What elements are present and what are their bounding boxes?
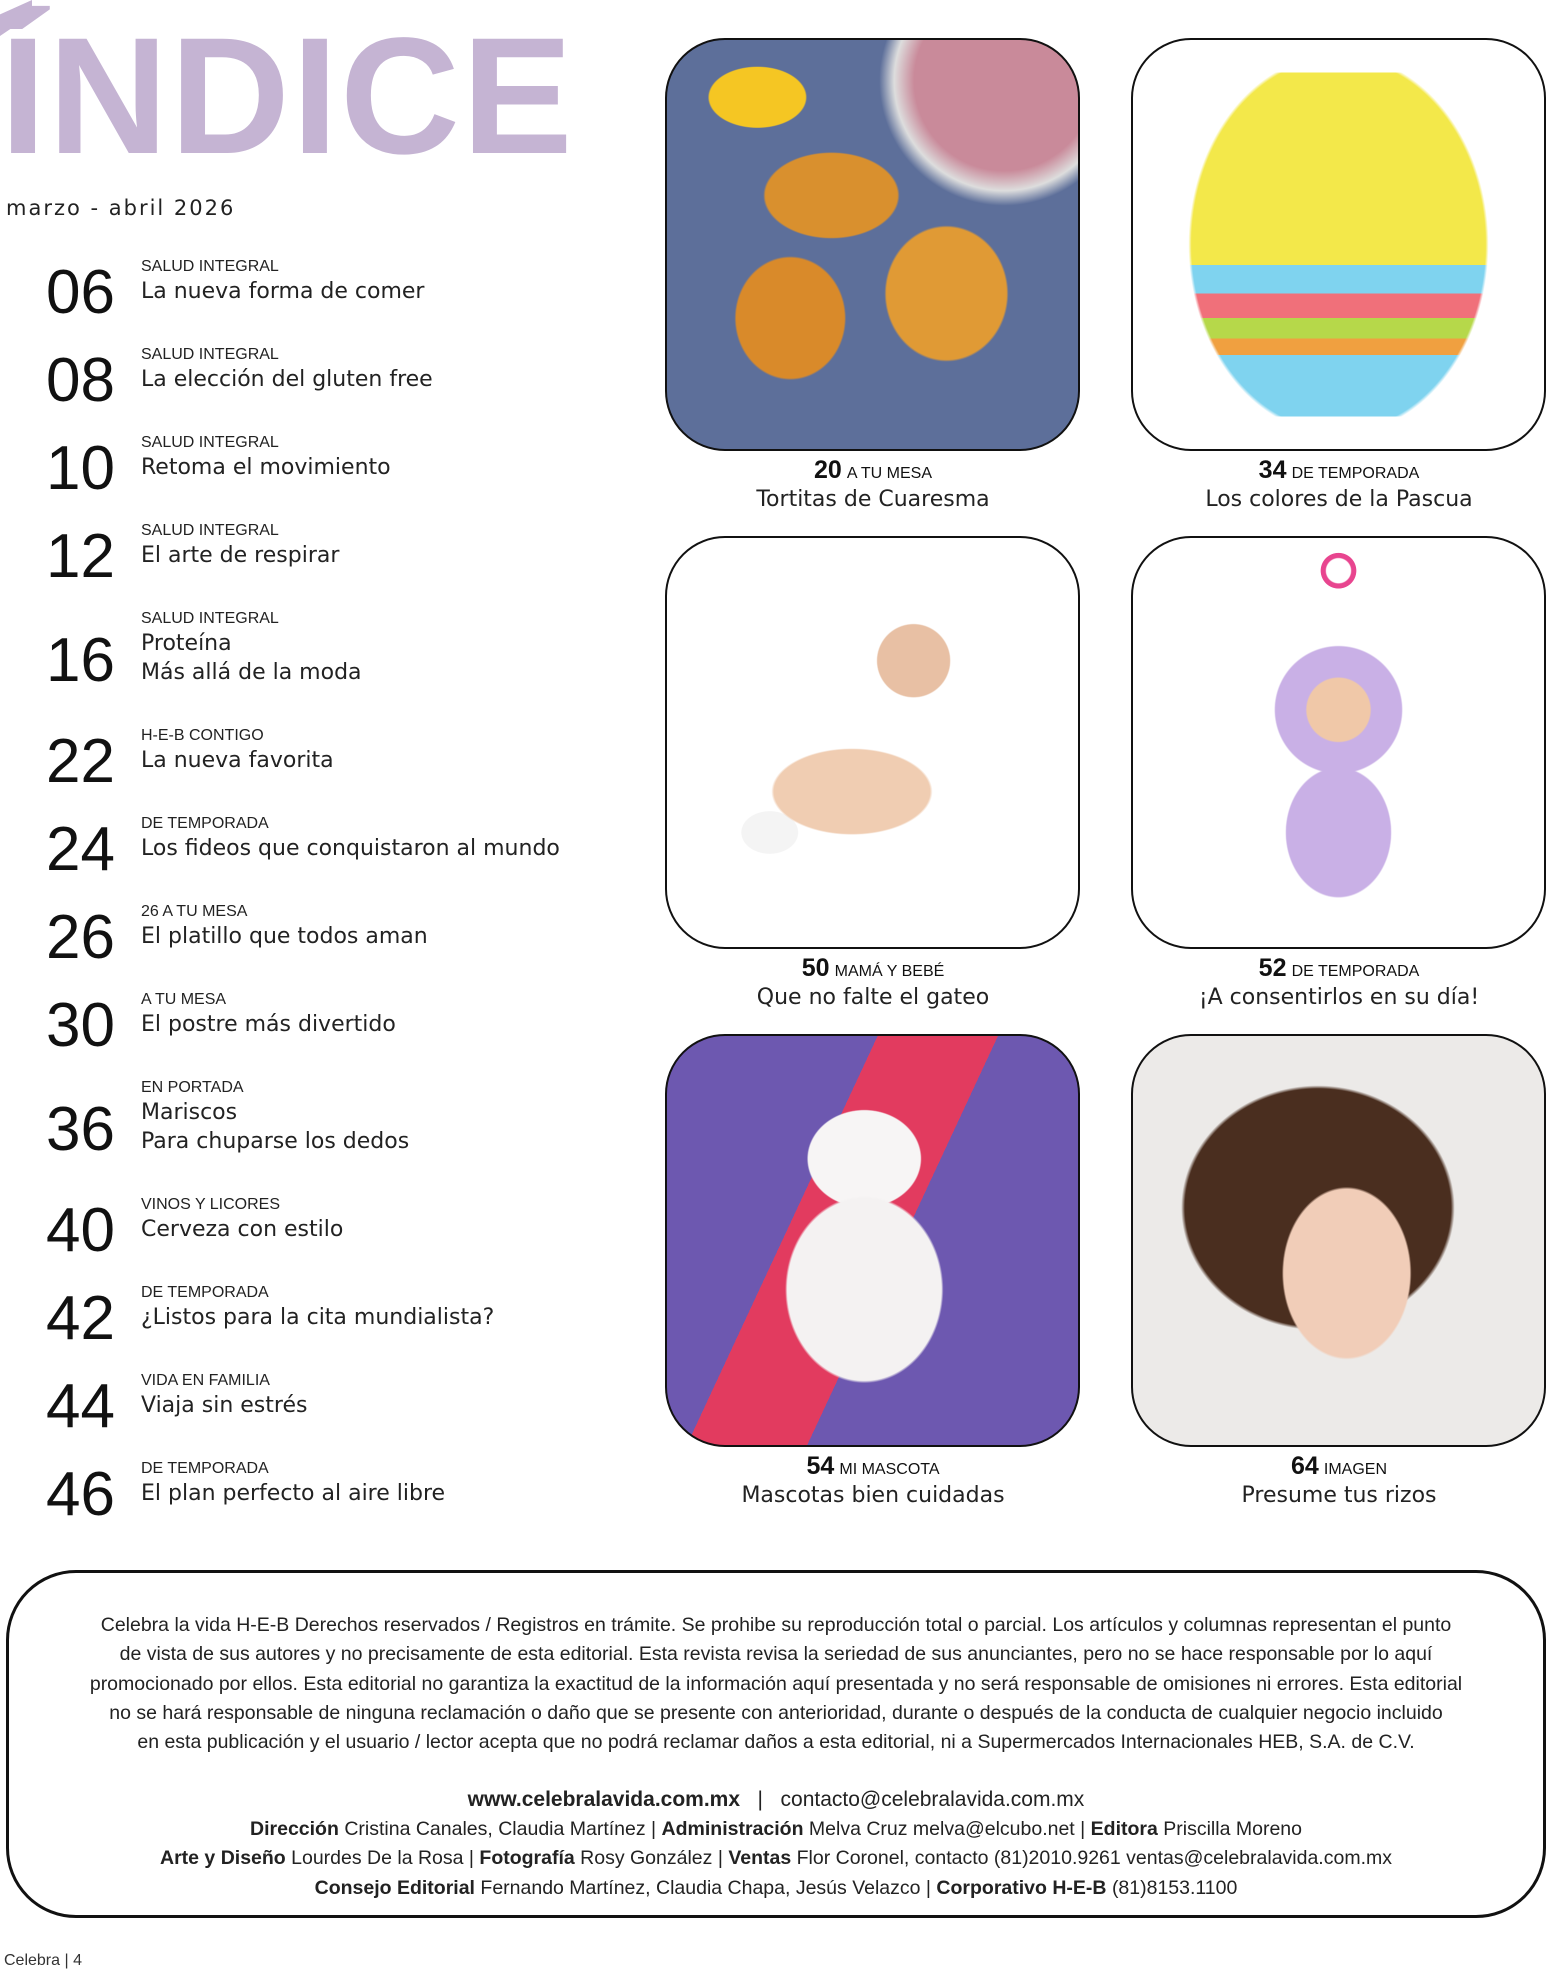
separator: | — [1080, 1818, 1086, 1840]
toc-title: Para chuparse los dedos — [141, 1129, 410, 1154]
credit-name: Flor Coronel, contacto (81)2010.9261 ventas@celebralavida.com.mx — [796, 1847, 1392, 1870]
toc-title: La nueva forma de comer — [141, 279, 425, 304]
toc-category: SALUD INTEGRAL — [141, 610, 279, 627]
credit-name: Fernando Martínez, Claudia Chapa, Jesús Velazco — [480, 1876, 921, 1899]
toc-title: Los fideos que conquistaron al mundo — [141, 836, 560, 861]
toc-category: DE TEMPORADA — [141, 815, 269, 832]
legal-line: en esta publicación y el usuario / lector acepta que no podrá reclamar daños a esta editorial, ni a Supermercados Internacionales HEB, S.A. de C.V. — [137, 1731, 1415, 1754]
feature-category: A TU MESA — [846, 465, 932, 482]
toc-title: El plan perfecto al aire libre — [141, 1481, 446, 1506]
toc-page-number: 22 — [46, 727, 115, 796]
toc-category: H-E-B CONTIGO — [141, 727, 264, 744]
credit-name: Priscilla Moreno — [1163, 1818, 1302, 1840]
toc-title: Proteína — [141, 631, 232, 656]
toc-category: SALUD INTEGRAL — [141, 258, 279, 275]
email-link[interactable]: contacto@celebralavida.com.mx — [780, 1788, 1085, 1811]
toc-page-number: 26 — [46, 903, 115, 972]
legal-text — [39, 1611, 1513, 1757]
toc-title: La elección del gluten free — [141, 367, 433, 392]
feature-caption[interactable] — [643, 954, 1103, 1010]
legal-line: de vista de sus autores y no precisamente de esta editorial. Esta revista revisa la seriedad de sus anunciantes, pero no se hace responsable por lo aquí — [119, 1643, 1433, 1666]
toc-category: DE TEMPORADA — [141, 1284, 269, 1301]
feature-caption[interactable] — [1109, 456, 1550, 512]
toc-page-number: 44 — [46, 1372, 115, 1441]
feature-title: Los colores de la Pascua — [1205, 487, 1473, 512]
plush-toy-image[interactable] — [1131, 536, 1546, 949]
toc-page-number: 16 — [46, 626, 115, 695]
credit-name: Cristina Canales, Claudia Martínez — [344, 1818, 646, 1840]
separator: | — [468, 1847, 474, 1870]
legal-line: Celebra la vida H-E-B Derechos reservados / Registros en trámite. Se prohibe su reproducción total o parcial. Los artículos y columnas representan el punto — [100, 1614, 1452, 1636]
feature-page-number: 34 — [1258, 456, 1287, 484]
toc-category: DE TEMPORADA — [141, 1460, 269, 1477]
toc-title: Retoma el movimiento — [141, 455, 391, 480]
toc-category: SALUD INTEGRAL — [141, 346, 279, 363]
feature-category: IMAGEN — [1323, 1461, 1388, 1478]
toc-title: La nueva favorita — [141, 748, 334, 773]
toc-category: VIDA EN FAMILIA — [141, 1372, 270, 1389]
toc-page-number: 12 — [46, 522, 115, 591]
toc-page-number: 46 — [46, 1460, 115, 1529]
credit-role: Ventas — [728, 1847, 792, 1870]
feature-page-number: 64 — [1290, 1452, 1319, 1480]
feature-category: DE TEMPORADA — [1291, 465, 1420, 482]
credits — [39, 1815, 1513, 1903]
toc-page-number: 40 — [46, 1196, 115, 1265]
page-number: Celebra | 4 — [4, 1952, 82, 1969]
toc-category: SALUD INTEGRAL — [141, 434, 279, 451]
toc-page-number: 06 — [46, 258, 115, 327]
toc-category: SALUD INTEGRAL — [141, 522, 279, 539]
feature-title: Mascotas bien cuidadas — [741, 1483, 1005, 1508]
feature-category: MI MASCOTA — [839, 1461, 940, 1478]
credit-role: Arte y Diseño — [160, 1847, 286, 1870]
curly-hair-woman-image[interactable] — [1131, 1034, 1546, 1447]
toc-page-number: 30 — [46, 991, 115, 1060]
credit-role: Fotografía — [479, 1847, 575, 1870]
feature-page-number: 20 — [814, 456, 842, 484]
easter-egg-image[interactable] — [1131, 38, 1546, 451]
feature-caption[interactable] — [643, 456, 1103, 512]
credit-role: Corporativo H-E-B — [936, 1876, 1107, 1899]
credit-role: Editora — [1090, 1818, 1158, 1840]
legal-box — [6, 1570, 1546, 1918]
issue-date: marzo - abril 2026 — [6, 196, 236, 220]
toc-title: Mariscos — [141, 1100, 238, 1125]
toc-title: ¿Listos para la cita mundialista? — [141, 1305, 495, 1330]
toc-category: 26 A TU MESA — [141, 903, 248, 920]
feature-category: DE TEMPORADA — [1291, 963, 1420, 980]
toc-category: A TU MESA — [141, 991, 227, 1008]
credit-role: Consejo Editorial — [314, 1876, 475, 1899]
toc-title: Cerveza con estilo — [141, 1217, 344, 1242]
feature-caption[interactable] — [1109, 1452, 1550, 1508]
credit-name: Lourdes De la Rosa — [291, 1847, 464, 1870]
toc-title: El postre más divertido — [141, 1012, 396, 1037]
toc-page-number: 24 — [46, 815, 115, 884]
toc-category: EN PORTADA — [141, 1079, 244, 1096]
contact-line — [39, 1785, 1513, 1814]
feature-page-number: 54 — [806, 1452, 835, 1480]
website-link[interactable]: www.celebralavida.com.mx — [467, 1788, 741, 1811]
feature-title: ¡A consentirlos en su día! — [1198, 985, 1480, 1010]
toc-page-number: 42 — [46, 1284, 115, 1353]
feature-page-number: 50 — [801, 954, 830, 982]
separator: | — [651, 1818, 657, 1840]
feature-title: Que no falte el gateo — [756, 985, 990, 1010]
toc-page-number: 36 — [46, 1095, 115, 1164]
toc-page-number: 10 — [46, 434, 115, 503]
credit-role: Dirección — [250, 1818, 339, 1840]
feature-caption[interactable] — [643, 1452, 1103, 1508]
white-cat-image[interactable] — [665, 1034, 1080, 1447]
credit-name: Melva Cruz melva@elcubo.net — [808, 1818, 1075, 1840]
legal-line: promocionado por ellos. Esta editorial no garantiza la exactitud de la información aquí presentada y no será responsable de omisiones ni errores. Esta editorial — [89, 1672, 1463, 1695]
toc-page-number: 08 — [46, 346, 115, 415]
feature-category: MAMÁ Y BEBÉ — [834, 963, 945, 980]
feature-title: Presume tus rizos — [1241, 1483, 1437, 1508]
credit-role: Administración — [661, 1818, 804, 1840]
legal-line: no se hará responsable de ninguna reclamación o daño que se presente con anterioridad, durante o después de la conducta de cualquier negocio incluido — [109, 1701, 1443, 1724]
feature-title: Tortitas de Cuaresma — [756, 487, 990, 512]
separator: | — [757, 1788, 763, 1811]
fish-cakes-image[interactable] — [665, 38, 1080, 451]
feature-caption[interactable] — [1109, 954, 1550, 1010]
credit-name: (81)8153.1100 — [1111, 1876, 1238, 1899]
separator: | — [925, 1876, 931, 1899]
credit-name: Rosy González — [580, 1847, 713, 1870]
toc-title: El platillo que todos aman — [141, 924, 428, 949]
toc-title: Más allá de la moda — [141, 660, 362, 685]
toc-category: VINOS Y LICORES — [141, 1196, 281, 1213]
toc-title: El arte de respirar — [141, 543, 340, 568]
crawling-baby-image[interactable] — [665, 536, 1080, 949]
feature-page-number: 52 — [1258, 954, 1287, 982]
separator: | — [717, 1847, 723, 1870]
toc-title: Viaja sin estrés — [141, 1393, 308, 1418]
page-title: ÍNDICE — [0, 4, 575, 189]
